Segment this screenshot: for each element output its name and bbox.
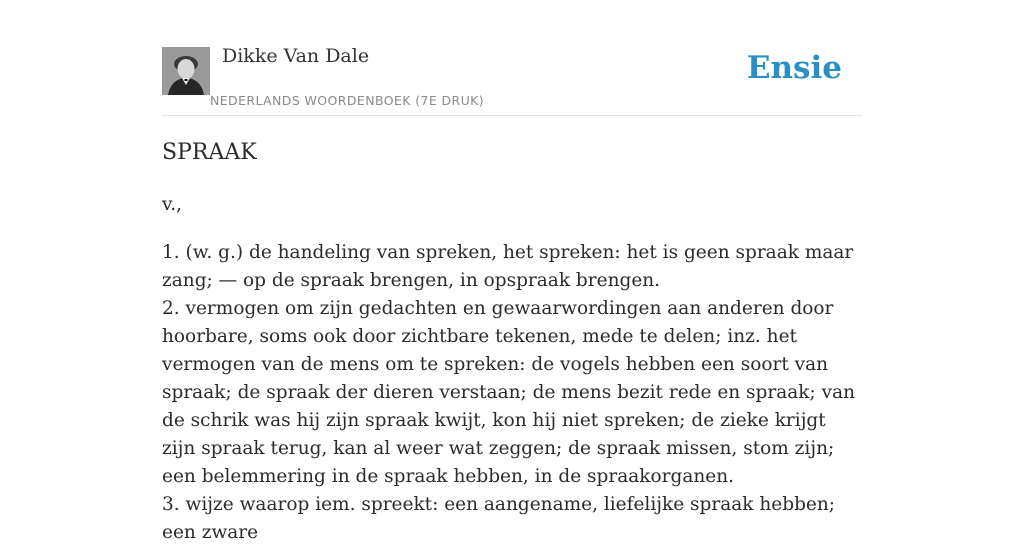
header	[162, 0, 862, 116]
definition-item: 3. wijze waarop iem. spreekt: een aangename, liefelijke spraak hebben; een zware	[162, 494, 836, 543]
author-name[interactable]: Dikke Van Dale	[222, 45, 370, 67]
entry-grammar: v.,	[162, 194, 183, 215]
author-avatar[interactable]	[162, 47, 210, 95]
entry-term: SPRAAK	[162, 140, 257, 165]
definition-item: 1. (w. g.) de handeling van spreken, het spreken: het is geen spraak maar zang; — op de spraak brengen, in opspraak brengen.	[162, 242, 854, 291]
definition-item: 2. vermogen om zijn gedachten en gewaarwordingen aan anderen door hoorbare, soms ook door zichtbare tekenen, mede te delen; inz. het vermogen van de mens om te spreken: de vogels hebben een soort van spraak; de spraak der dieren verstaan; de mens bezit rede en spraak; van de schrik was hij zijn spraak kwijt, kon hij niet spreken; de zieke krijgt zijn spraak terug, kan al weer wat zeggen; de spraak missen, stom zijn; een belemmering in de spraak hebben, in de spraakorganen.	[162, 298, 856, 487]
author-portrait-icon	[162, 47, 210, 95]
site-logo[interactable]: Ensie	[746, 50, 842, 86]
entry-definitions	[162, 239, 862, 547]
dictionary-source: NEDERLANDS WOORDENBOEK (7E DRUK)	[210, 93, 485, 108]
